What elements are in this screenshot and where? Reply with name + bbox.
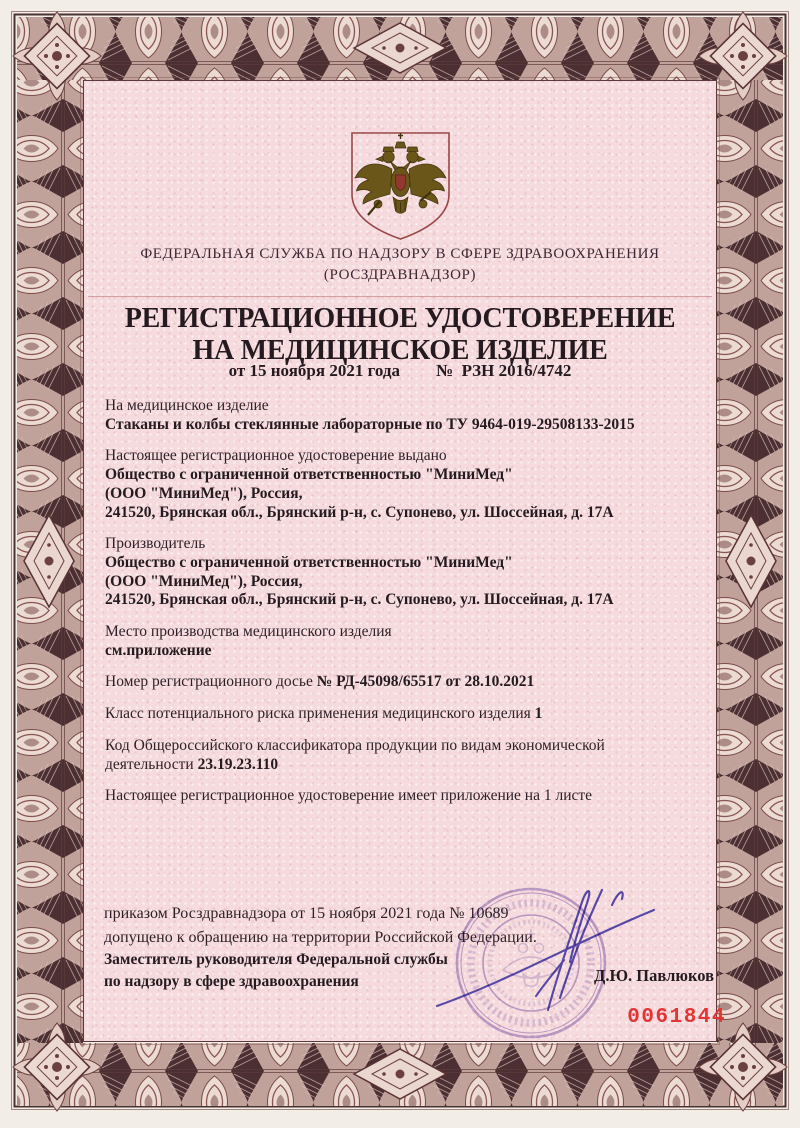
okpd-label: Код Общероссийского классификатора продукции по видам экономической деятельности bbox=[105, 736, 605, 773]
agency-name: ФЕДЕРАЛЬНАЯ СЛУЖБА ПО НАДЗОРУ В СФЕРЕ ЗДРАВООХРАНЕНИЯ bbox=[140, 246, 660, 262]
registration-number: № РЗН 2016/4742 bbox=[436, 361, 572, 380]
signature-icon bbox=[428, 878, 664, 1022]
document-title-line2: НА МЕДИЦИНСКОЕ ИЗДЕЛИЕ bbox=[192, 335, 608, 366]
registrant-line3: 241520, Брянская обл., Брянский р-н, с. Супонево, ул. Шоссейная, д. 17А bbox=[105, 503, 614, 521]
issue-date: от 15 ноября 2021 года bbox=[228, 361, 400, 380]
certificate-body bbox=[105, 397, 694, 819]
manufacturer-label: Производитель bbox=[105, 535, 206, 553]
signatory-title-line2: по надзору в сфере здравоохранения bbox=[104, 972, 359, 990]
manufacturer-line1: Общество с ограниченной ответственностью "МиниМед" bbox=[105, 553, 513, 571]
document-title bbox=[84, 303, 716, 367]
risk-class-section bbox=[105, 705, 694, 724]
annex-note: Настоящее регистрационное удостоверение имеет приложение на 1 листе bbox=[105, 787, 593, 805]
risk-class-value: 1 bbox=[534, 705, 543, 723]
header-divider bbox=[88, 296, 712, 297]
dossier-section bbox=[105, 673, 694, 692]
double-headed-eagle-emblem bbox=[347, 130, 454, 242]
product-value: Стаканы и колбы стеклянные лабораторные по ТУ 9464-019-29508133-2015 bbox=[105, 415, 635, 433]
registrant-section bbox=[105, 447, 694, 522]
signatory-title-line1: Заместитель руководителя Федеральной службы bbox=[104, 951, 448, 968]
manufacturer-line3: 241520, Брянская обл., Брянский р-н, с. Супонево, ул. Шоссейная, д. 17А bbox=[105, 591, 614, 609]
registrant-label: Настоящее регистрационное удостоверение выдано bbox=[105, 447, 447, 465]
dossier-label: Номер регистрационного досье bbox=[105, 673, 313, 691]
signatory-name: Д.Ю. Павлюков bbox=[594, 966, 714, 985]
serial-number: 0061844 bbox=[627, 1006, 726, 1029]
okpd-value: 23.19.23.110 bbox=[197, 755, 279, 773]
risk-class-label: Класс потенциального риска применения медицинского изделия bbox=[105, 705, 531, 723]
okpd-code-section bbox=[105, 737, 645, 774]
date-and-number bbox=[84, 361, 716, 381]
production-site-section bbox=[105, 623, 694, 660]
production-site-label: Место производства медицинского изделия bbox=[105, 623, 392, 641]
registrant-line2: (ООО "МиниМед"), Россия, bbox=[105, 484, 303, 502]
manufacturer-line2: (ООО "МиниМед"), Россия, bbox=[105, 572, 303, 590]
dossier-value: № РД-45098/65517 от 28.10.2021 bbox=[316, 673, 535, 691]
issuing-agency bbox=[84, 244, 716, 286]
order-line1: приказом Росздравнадзора от 15 ноября 2021 года № 10689 bbox=[104, 905, 509, 922]
document-title-line1: РЕГИСТРАЦИОННОЕ УДОСТОВЕРЕНИЕ bbox=[124, 303, 676, 334]
product-label: На медицинское изделие bbox=[105, 397, 269, 414]
product-section bbox=[105, 397, 694, 434]
manufacturer-section bbox=[105, 535, 694, 610]
agency-short-name: (РОСЗДРАВНАДЗОР) bbox=[323, 267, 477, 283]
registrant-line1: Общество с ограниченной ответственностью "МиниМед" bbox=[105, 466, 513, 484]
production-site-value: см.приложение bbox=[105, 641, 212, 659]
order-line2: допущено к обращению на территории Российской Федерации. bbox=[104, 928, 537, 946]
signatory-title bbox=[104, 949, 448, 992]
